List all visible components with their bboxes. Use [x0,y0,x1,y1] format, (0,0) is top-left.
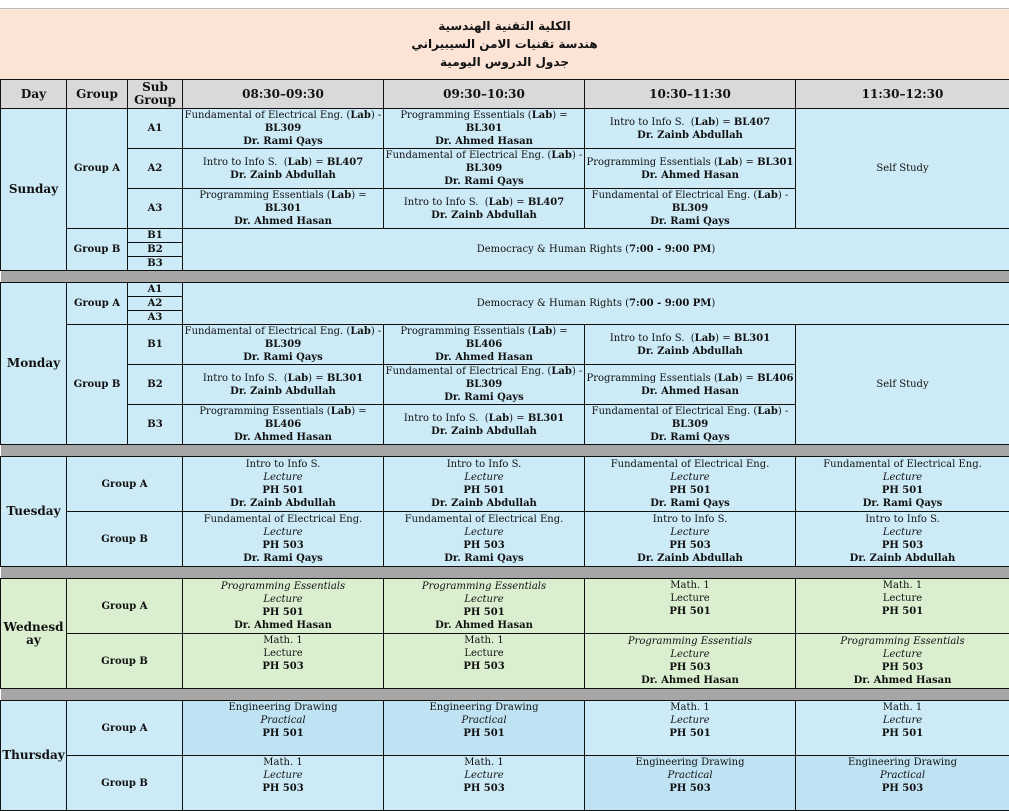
class-cell: Programming Essentials (Lab) = BL301 Dr. Ahmed Hasan [183,189,384,229]
table-row [1,229,1009,243]
class-cell: Fundamental of Electrical Eng. (Lab) - BL309 Dr. Rami Qays [585,405,796,445]
subgroup-b3: B3 [128,405,183,445]
day-sunday: Sunday [1,109,67,271]
class-cell: Programming Essentials (Lab) = BL406 Dr. Ahmed Hasan [384,325,585,365]
self-study-cell: Self Study [796,325,1009,445]
table-row [1,325,1009,365]
subgroup-a2: A2 [128,297,183,311]
schedule-header [0,8,1009,79]
class-cell: Math. 1 Lecture PH 501 [796,701,1009,756]
col-time-4: 11:30–12:30 [796,80,1009,109]
subgroup-b2: B2 [128,365,183,405]
group-a: Group A [67,283,128,325]
col-subgroup: Sub Group [128,80,183,109]
class-cell: Math. 1 Lecture PH 501 [585,579,796,634]
democracy-cell: Democracy & Human Rights (7:00 - 9:00 PM) [183,283,1009,325]
col-time-1: 08:30–09:30 [183,80,384,109]
class-cell: Engineering Drawing Practical PH 501 [183,701,384,756]
class-cell: Fundamental of Electrical Eng. Lecture PH 503 Dr. Rami Qays [384,512,585,567]
day-wednesday: Wednesday [1,579,67,689]
table-row [1,283,1009,297]
department-name: هندسة تقنيات الامن السيبيراني [411,35,597,53]
group-b: Group B [67,229,128,271]
class-cell: Engineering Drawing Practical PH 501 [384,701,585,756]
class-cell: Engineering Drawing Practical PH 503 [796,756,1009,811]
schedule-title: جدول الدروس اليومية [440,53,569,71]
class-cell: Programming Essentials (Lab) = BL406 Dr. Ahmed Hasan [183,405,384,445]
class-cell: Math. 1 Lecture PH 503 [183,756,384,811]
col-time-3: 10:30–11:30 [585,80,796,109]
class-cell: Math. 1 Lecture PH 503 [384,756,585,811]
subgroup-a1: A1 [128,109,183,149]
table-row [1,457,1009,512]
day-tuesday: Tuesday [1,457,67,567]
class-cell: Intro to Info S. (Lab) = BL301 Dr. Zainb Abdullah [183,365,384,405]
group-b: Group B [67,512,183,567]
class-cell: Programming Essentials (Lab) = BL406 Dr. Ahmed Hasan [585,365,796,405]
class-cell: Programming Essentials Lecture PH 501 Dr. Ahmed Hasan [183,579,384,634]
col-day: Day [1,80,67,109]
group-a: Group A [67,701,183,756]
class-cell: Math. 1 Lecture PH 503 [183,634,384,689]
day-separator [1,271,1009,283]
class-cell: Intro to Info S. Lecture PH 501 Dr. Zainb Abdullah [183,457,384,512]
democracy-cell: Democracy & Human Rights (7:00 - 9:00 PM) [183,229,1009,271]
class-cell: Programming Essentials Lecture PH 503 Dr. Ahmed Hasan [796,634,1009,689]
table-row [1,634,1009,689]
group-b: Group B [67,325,128,445]
class-cell: Intro to Info S. Lecture PH 503 Dr. Zainb Abdullah [796,512,1009,567]
class-cell: Fundamental of Electrical Eng. (Lab) - BL309 Dr. Rami Qays [384,149,585,189]
subgroup-a3: A3 [128,311,183,325]
class-cell: Fundamental of Electrical Eng. (Lab) - BL309 Dr. Rami Qays [183,325,384,365]
class-cell: Intro to Info S. (Lab) = BL407 Dr. Zainb Abdullah [183,149,384,189]
class-cell: Intro to Info S. (Lab) = BL301 Dr. Zainb Abdullah [384,405,585,445]
class-cell: Programming Essentials Lecture PH 501 Dr. Ahmed Hasan [384,579,585,634]
class-cell: Fundamental of Electrical Eng. Lecture PH 503 Dr. Rami Qays [183,512,384,567]
class-cell: Programming Essentials (Lab) = BL301 Dr. Ahmed Hasan [384,109,585,149]
day-thursday: Thursday [1,701,67,811]
table-row [1,109,1009,149]
class-cell: Intro to Info S. (Lab) = BL301 Dr. Zainb Abdullah [585,325,796,365]
subgroup-a3: A3 [128,189,183,229]
schedule-table [0,79,1009,811]
table-row [1,579,1009,634]
day-separator [1,567,1009,579]
schedule-sheet [0,8,1009,811]
table-row [1,512,1009,567]
table-row [1,701,1009,756]
group-b: Group B [67,634,183,689]
table-header-row [1,80,1009,109]
class-cell: Math. 1 Lecture PH 503 [384,634,585,689]
class-cell: Fundamental of Electrical Eng. (Lab) - BL309 Dr. Rami Qays [585,189,796,229]
class-cell: Intro to Info S. (Lab) = BL407 Dr. Zainb Abdullah [384,189,585,229]
group-a: Group A [67,457,183,512]
col-time-2: 09:30–10:30 [384,80,585,109]
group-a: Group A [67,109,128,229]
subgroup-b1: B1 [128,229,183,243]
class-cell: Fundamental of Electrical Eng. Lecture PH 501 Dr. Rami Qays [796,457,1009,512]
class-cell: Math. 1 Lecture PH 501 [796,579,1009,634]
group-b: Group B [67,756,183,811]
class-cell: Fundamental of Electrical Eng. (Lab) - BL309 Dr. Rami Qays [384,365,585,405]
college-name: الكلية التقنية الهندسية [438,17,571,35]
subgroup-b2: B2 [128,243,183,257]
class-cell: Intro to Info S. Lecture PH 503 Dr. Zainb Abdullah [585,512,796,567]
subgroup-a1: A1 [128,283,183,297]
class-cell: Fundamental of Electrical Eng. (Lab) - BL309 Dr. Rami Qays [183,109,384,149]
class-cell: Intro to Info S. (Lab) = BL407 Dr. Zainb Abdullah [585,109,796,149]
day-separator [1,689,1009,701]
class-cell: Engineering Drawing Practical PH 503 [585,756,796,811]
class-cell: Fundamental of Electrical Eng. Lecture PH 501 Dr. Rami Qays [585,457,796,512]
subgroup-a2: A2 [128,149,183,189]
col-group: Group [67,80,128,109]
day-separator [1,445,1009,457]
self-study-cell: Self Study [796,109,1009,229]
class-cell: Programming Essentials Lecture PH 503 Dr. Ahmed Hasan [585,634,796,689]
class-cell: Programming Essentials (Lab) = BL301 Dr. Ahmed Hasan [585,149,796,189]
table-row [1,756,1009,811]
group-a: Group A [67,579,183,634]
class-cell: Math. 1 Lecture PH 501 [585,701,796,756]
subgroup-b3: B3 [128,257,183,271]
subgroup-b1: B1 [128,325,183,365]
day-monday: Monday [1,283,67,445]
class-cell: Intro to Info S. Lecture PH 501 Dr. Zainb Abdullah [384,457,585,512]
